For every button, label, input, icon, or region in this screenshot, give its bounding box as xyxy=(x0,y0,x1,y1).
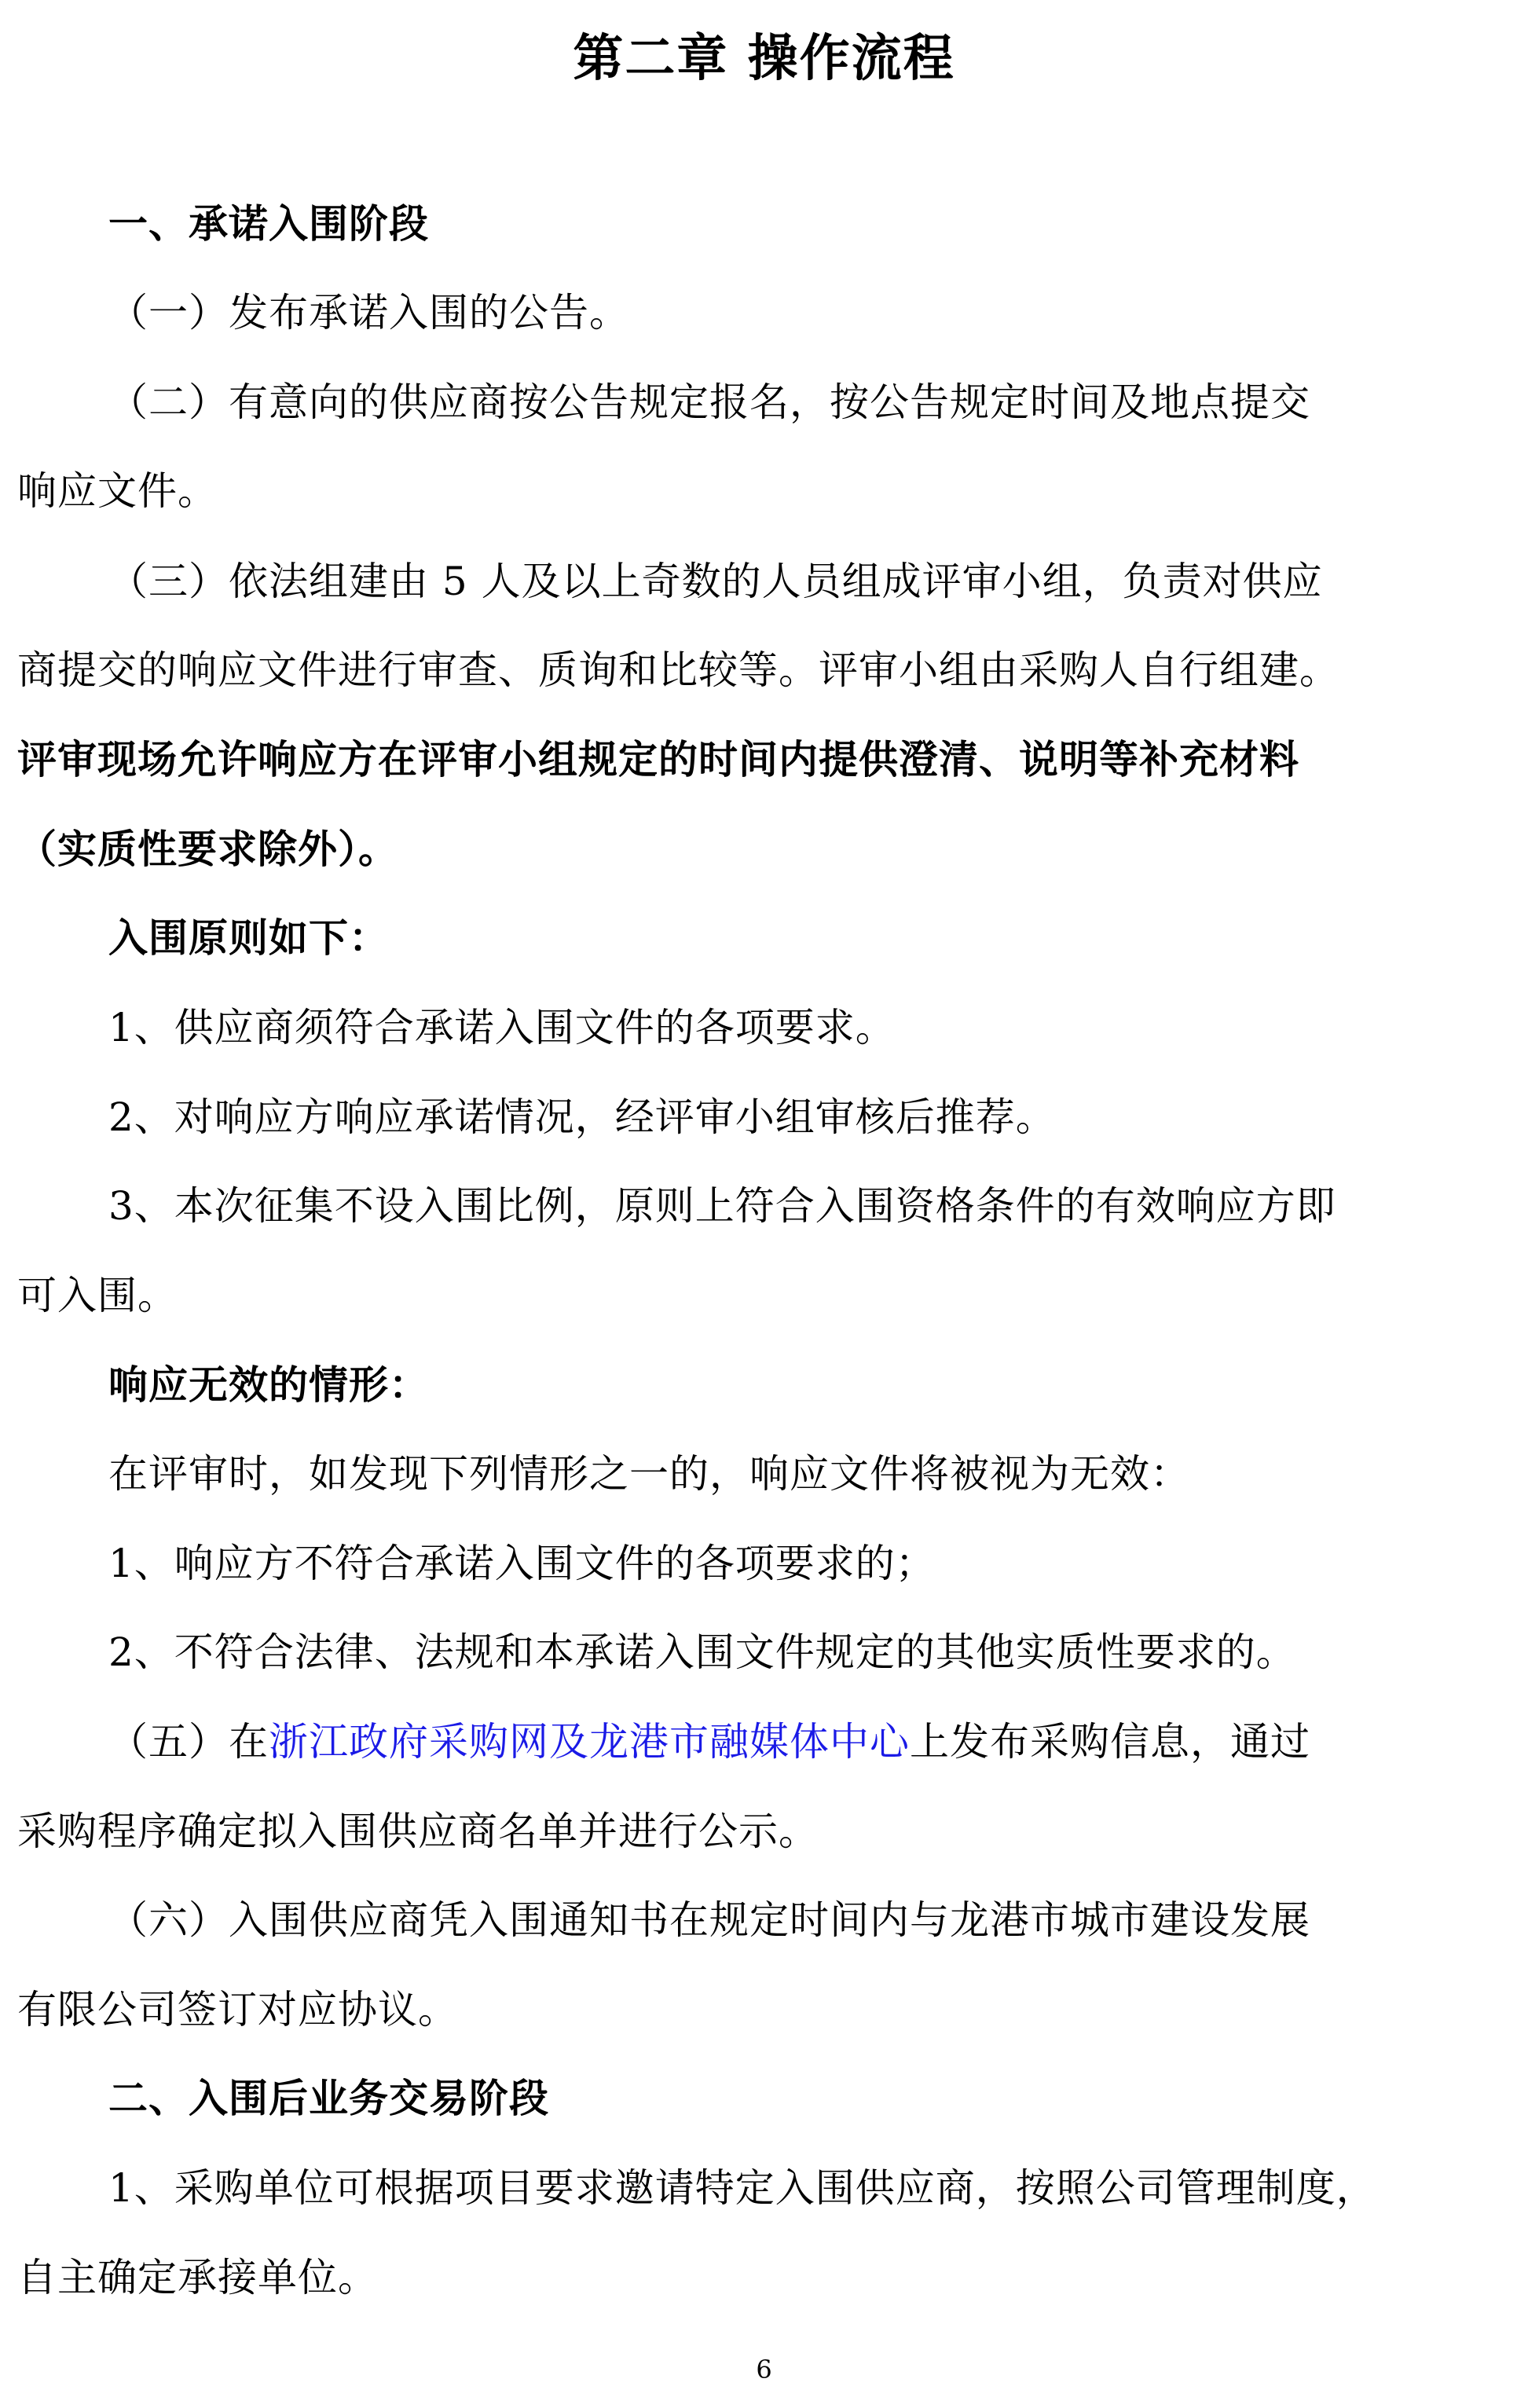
publication-sites-link[interactable]: 浙江政府采购网及龙港市融媒体中心 xyxy=(269,1719,910,1765)
paragraph-line: 有限公司签订对应协议。 xyxy=(17,1987,458,2032)
bold-paragraph-line: 评审现场允许响应方在评审小组规定的时间内提供澄清、说明等补充材料 xyxy=(17,737,1299,783)
paragraph-line: （三）依法组建由 5 人及以上奇数的人员组成评审小组，负责对供应 xyxy=(108,559,1323,604)
paragraph-line: 1、采购单位可根据项目要求邀请特定入围供应商，按照公司管理制度， xyxy=(108,2165,1376,2211)
paragraph-line: 在评审时，如发现下列情形之一的，响应文件将被视为无效： xyxy=(108,1451,1190,1497)
paragraph-text: 上发布采购信息，通过 xyxy=(910,1719,1310,1765)
list-item: 1、供应商须符合承诺入围文件的各项要求。 xyxy=(108,1005,896,1050)
section-heading-2: 二、入围后业务交易阶段 xyxy=(108,2076,549,2121)
paragraph-line: （六）入围供应商凭入围通知书在规定时间内与龙港市城市建设发展 xyxy=(108,1897,1310,1943)
paragraph-line: 商提交的响应文件进行审查、质询和比较等。评审小组由采购人自行组建。 xyxy=(17,647,1339,693)
list-item: 2、对响应方响应承诺情况，经评审小组审核后推荐。 xyxy=(108,1094,1056,1140)
paragraph-line: 响应文件。 xyxy=(17,468,218,514)
paragraph-line: （二）有意向的供应商按公告规定报名，按公告规定时间及地点提交 xyxy=(108,379,1310,425)
paragraph-line: 自主确定承接单位。 xyxy=(17,2255,378,2300)
list-item: 2、不符合法律、法规和本承诺入围文件规定的其他实质性要求的。 xyxy=(108,1629,1296,1675)
paragraph-line: （一）发布承诺入围的公告。 xyxy=(108,290,629,335)
bold-paragraph-line: （实质性要求除外）。 xyxy=(17,826,398,872)
section-heading-1: 一、承诺入围阶段 xyxy=(108,201,429,247)
subheading-principles: 入围原则如下： xyxy=(108,915,389,961)
page-title: 第二章 操作流程 xyxy=(573,30,955,88)
list-item: 3、本次征集不设入围比例，原则上符合入围资格条件的有效响应方即 xyxy=(108,1183,1336,1229)
list-item: 1、响应方不符合承诺入围文件的各项要求的； xyxy=(108,1541,936,1586)
paragraph-line: 采购程序确定拟入围供应商名单并进行公示。 xyxy=(17,1809,819,1854)
subheading-invalid: 响应无效的情形： xyxy=(108,1362,429,1408)
paragraph-line xyxy=(108,1714,1310,1769)
paragraph-text: （五）在 xyxy=(108,1719,269,1765)
list-item-continuation: 可入围。 xyxy=(17,1273,178,1318)
page-number: 6 xyxy=(756,2355,772,2384)
